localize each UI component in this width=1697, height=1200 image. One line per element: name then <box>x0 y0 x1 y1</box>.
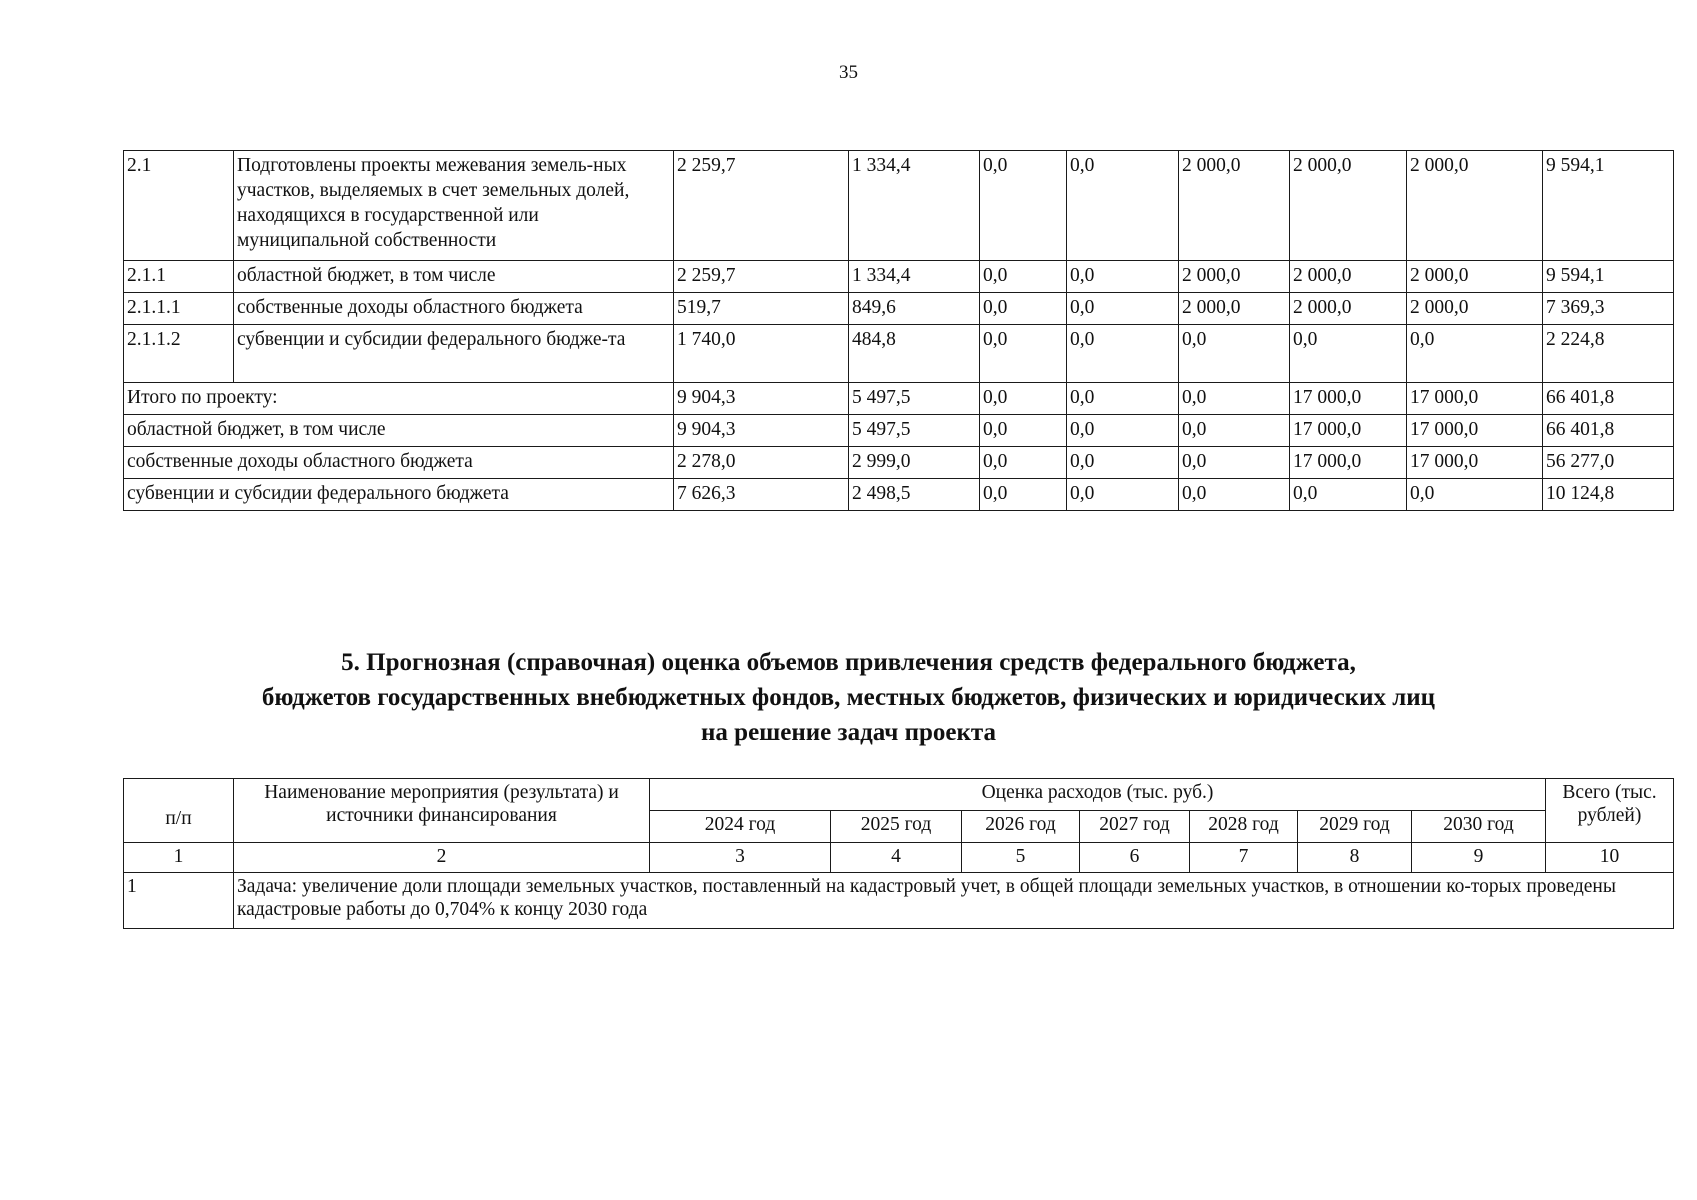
value-2029: 17 000,0 <box>1290 447 1407 479</box>
value-2028: 2 000,0 <box>1179 293 1290 325</box>
header-num: п/п <box>124 779 234 843</box>
value-2030: 0,0 <box>1407 479 1543 511</box>
value-2026: 0,0 <box>980 479 1067 511</box>
column-number: 6 <box>1080 843 1190 873</box>
total-row <box>124 415 1674 447</box>
value-2026: 0,0 <box>980 293 1067 325</box>
value-total: 7 369,3 <box>1543 293 1674 325</box>
value-total: 2 224,8 <box>1543 325 1674 383</box>
value-2024: 2 259,7 <box>674 151 849 261</box>
value-total: 9 594,1 <box>1543 261 1674 293</box>
value-2029: 17 000,0 <box>1290 415 1407 447</box>
value-2028: 0,0 <box>1179 325 1290 383</box>
value-2030: 17 000,0 <box>1407 383 1543 415</box>
task-num: 1 <box>124 873 234 929</box>
value-2026: 0,0 <box>980 325 1067 383</box>
column-number: 7 <box>1190 843 1298 873</box>
value-2024: 519,7 <box>674 293 849 325</box>
forecast-table-body <box>124 843 1674 929</box>
value-total: 66 401,8 <box>1543 383 1674 415</box>
value-2029: 2 000,0 <box>1290 261 1407 293</box>
value-total: 10 124,8 <box>1543 479 1674 511</box>
value-2030: 0,0 <box>1407 325 1543 383</box>
value-2028: 2 000,0 <box>1179 261 1290 293</box>
header-year: 2030 год <box>1412 811 1546 843</box>
total-row-name: собственные доходы областного бюджета <box>124 447 674 479</box>
value-2025: 5 497,5 <box>849 383 980 415</box>
value-2029: 17 000,0 <box>1290 383 1407 415</box>
total-row <box>124 447 1674 479</box>
task-text: Задача: увеличение доли площади земельных участков, поставленный на кадастровый учет, в общей площади земельных участков, в отношении ко-торых проведены кадастровые работы до 0,704% к концу 2030 года <box>234 873 1674 929</box>
header-name: Наименование мероприятия (результата) и источники финансирования <box>234 779 650 843</box>
header-year: 2024 год <box>650 811 831 843</box>
value-2027: 0,0 <box>1067 261 1179 293</box>
column-number: 3 <box>650 843 831 873</box>
table-row <box>124 293 1674 325</box>
header-year: 2027 год <box>1080 811 1190 843</box>
value-total: 56 277,0 <box>1543 447 1674 479</box>
total-row <box>124 479 1674 511</box>
value-2028: 2 000,0 <box>1179 151 1290 261</box>
value-2029: 0,0 <box>1290 479 1407 511</box>
value-2027: 0,0 <box>1067 293 1179 325</box>
value-2024: 2 259,7 <box>674 261 849 293</box>
value-2030: 2 000,0 <box>1407 293 1543 325</box>
table-row <box>124 325 1674 383</box>
page-number: 35 <box>839 62 858 83</box>
value-2024: 9 904,3 <box>674 383 849 415</box>
section-title-line: на решение задач проекта <box>701 719 996 746</box>
header-row <box>124 779 1674 811</box>
value-2027: 0,0 <box>1067 479 1179 511</box>
header-estimate: Оценка расходов (тыс. руб.) <box>650 779 1546 811</box>
section-title-line: бюджетов государственных внебюджетных фондов, местных бюджетов, физических и юридических лиц <box>261 684 1436 711</box>
value-2030: 2 000,0 <box>1407 261 1543 293</box>
row-name: Подготовлены проекты межевания земель-ных участков, выделяемых в счет земельных долей, находящихся в государственной или муниципальной собственности <box>234 151 674 261</box>
total-row-name: субвенции и субсидии федерального бюджета <box>124 479 674 511</box>
header-year: 2029 год <box>1298 811 1412 843</box>
value-2026: 0,0 <box>980 447 1067 479</box>
row-name: областной бюджет, в том числе <box>234 261 674 293</box>
value-2025: 1 334,4 <box>849 261 980 293</box>
value-2028: 0,0 <box>1179 383 1290 415</box>
header-total: Всего (тыс. рублей) <box>1546 779 1674 843</box>
value-2025: 1 334,4 <box>849 151 980 261</box>
total-row-name: областной бюджет, в том числе <box>124 415 674 447</box>
value-2028: 0,0 <box>1179 415 1290 447</box>
column-number: 1 <box>124 843 234 873</box>
value-2027: 0,0 <box>1067 151 1179 261</box>
column-number: 2 <box>234 843 650 873</box>
table-row <box>124 261 1674 293</box>
task-row <box>124 873 1674 929</box>
value-2027: 0,0 <box>1067 383 1179 415</box>
row-name: собственные доходы областного бюджета <box>234 293 674 325</box>
value-2025: 2 999,0 <box>849 447 980 479</box>
section-title-line: 5. Прогнозная (справочная) оценка объемов привлечения средств федерального бюджета, <box>341 649 1356 676</box>
value-2027: 0,0 <box>1067 325 1179 383</box>
header-year: 2028 год <box>1190 811 1298 843</box>
column-number: 4 <box>831 843 962 873</box>
header-year: 2025 год <box>831 811 962 843</box>
value-2030: 17 000,0 <box>1407 447 1543 479</box>
value-2026: 0,0 <box>980 383 1067 415</box>
value-2028: 0,0 <box>1179 479 1290 511</box>
value-2026: 0,0 <box>980 415 1067 447</box>
total-row <box>124 383 1674 415</box>
funding-table-top-body <box>124 151 1674 511</box>
value-2026: 0,0 <box>980 261 1067 293</box>
value-2024: 7 626,3 <box>674 479 849 511</box>
column-number: 8 <box>1298 843 1412 873</box>
funding-table-top <box>123 150 1674 511</box>
value-2025: 2 498,5 <box>849 479 980 511</box>
column-number: 9 <box>1412 843 1546 873</box>
value-2030: 2 000,0 <box>1407 151 1543 261</box>
value-2025: 5 497,5 <box>849 415 980 447</box>
value-2024: 2 278,0 <box>674 447 849 479</box>
row-code: 2.1.1.2 <box>124 325 234 383</box>
value-2030: 17 000,0 <box>1407 415 1543 447</box>
row-code: 2.1.1.1 <box>124 293 234 325</box>
value-2029: 2 000,0 <box>1290 151 1407 261</box>
row-code: 2.1 <box>124 151 234 261</box>
row-name: субвенции и субсидии федерального бюдже-та <box>234 325 674 383</box>
value-2029: 2 000,0 <box>1290 293 1407 325</box>
value-2029: 0,0 <box>1290 325 1407 383</box>
total-row-name: Итого по проекту: <box>124 383 674 415</box>
value-2026: 0,0 <box>980 151 1067 261</box>
value-2024: 9 904,3 <box>674 415 849 447</box>
column-number: 5 <box>962 843 1080 873</box>
value-2024: 1 740,0 <box>674 325 849 383</box>
forecast-table-header <box>124 779 1674 843</box>
column-number-row <box>124 843 1674 873</box>
table-row <box>124 151 1674 261</box>
row-code: 2.1.1 <box>124 261 234 293</box>
value-2028: 0,0 <box>1179 447 1290 479</box>
value-total: 66 401,8 <box>1543 415 1674 447</box>
value-2027: 0,0 <box>1067 415 1179 447</box>
value-2025: 484,8 <box>849 325 980 383</box>
section-title <box>0 645 1697 750</box>
column-number: 10 <box>1546 843 1674 873</box>
forecast-table <box>123 778 1674 929</box>
value-2025: 849,6 <box>849 293 980 325</box>
value-total: 9 594,1 <box>1543 151 1674 261</box>
header-year: 2026 год <box>962 811 1080 843</box>
value-2027: 0,0 <box>1067 447 1179 479</box>
